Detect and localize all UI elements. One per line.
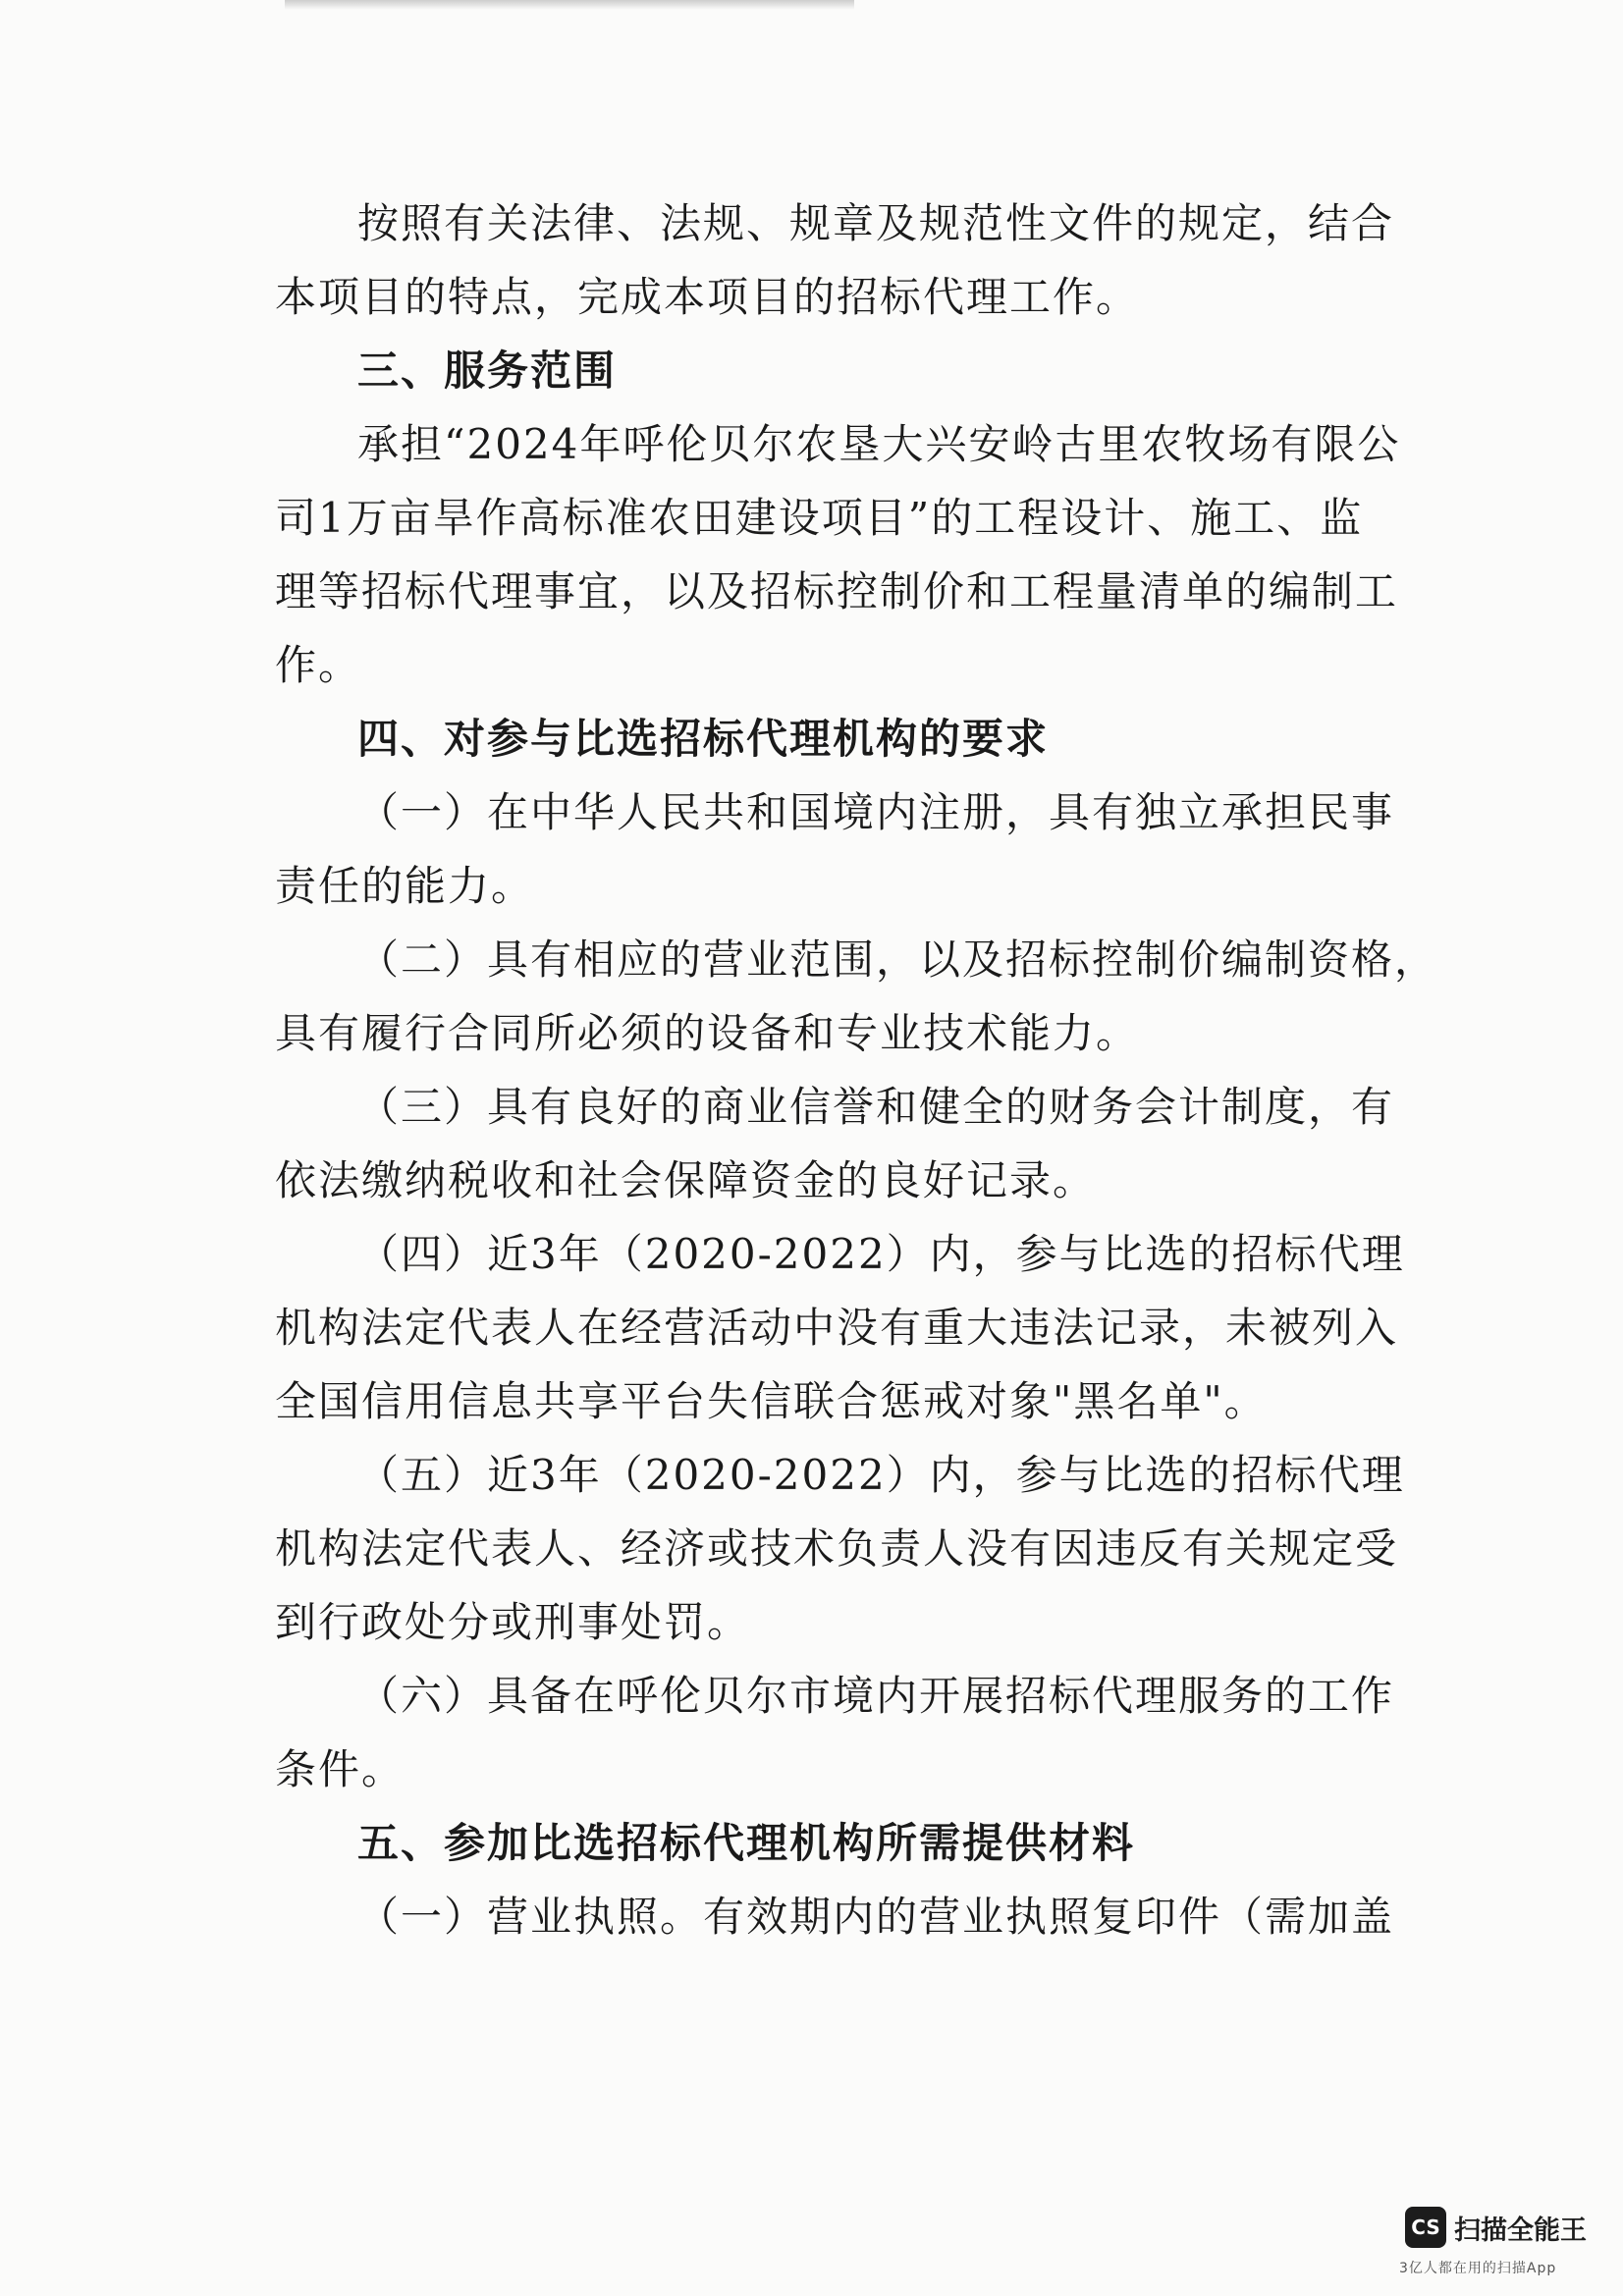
- paragraph-line: 机构法定代表人、经济或技术负责人没有因违反有关规定受: [275, 1524, 1399, 1573]
- scan-edge-shadow: [285, 0, 854, 10]
- paragraph-line: （三）具有良好的商业信誉和健全的财务会计制度，有: [357, 1083, 1395, 1131]
- watermark-app-name: 扫描全能王: [1454, 2216, 1587, 2246]
- paragraph-line: 理等招标代理事宜，以及招标控制价和工程量清单的编制工: [275, 567, 1399, 615]
- paragraph-line: 具有履行合同所必须的设备和专业技术能力。: [275, 1009, 1140, 1057]
- paragraph-line: 全国信用信息共享平台失信联合惩戒对象"黑名单"。: [275, 1377, 1268, 1425]
- paragraph-line: 司1万亩旱作高标准农田建设项目”的工程设计、施工、监: [275, 494, 1364, 542]
- paragraph-line: （四）近3年（2020-2022）内，参与比选的招标代理: [357, 1230, 1405, 1278]
- paragraph-line: 本项目的特点，完成本项目的招标代理工作。: [275, 273, 1140, 321]
- document-body: [275, 187, 1438, 1953]
- paragraph-line: （一）营业执照。有效期内的营业执照复印件（需加盖: [357, 1893, 1395, 1941]
- camscanner-logo-icon: CS: [1405, 2207, 1446, 2248]
- paragraph-line: （二）具有相应的营业范围，以及招标控制价编制资格，: [357, 935, 1438, 984]
- paragraph-line: 作。: [275, 641, 362, 689]
- watermark-tagline: 3亿人都在用的扫描App: [1399, 2261, 1557, 2276]
- paragraph-line: 责任的能力。: [275, 862, 535, 910]
- paragraph-line: （一）在中华人民共和国境内注册，具有独立承担民事: [357, 788, 1395, 836]
- paragraph-line: 按照有关法律、法规、规章及规范性文件的规定，结合: [357, 199, 1395, 247]
- section-heading: 三、服务范围: [357, 347, 618, 395]
- paragraph-line: 条件。: [275, 1745, 406, 1793]
- paragraph-line: （五）近3年（2020-2022）内，参与比选的招标代理: [357, 1451, 1405, 1499]
- paragraph-line: 到行政处分或刑事处罚。: [275, 1598, 751, 1646]
- paragraph-line: 承担“2024年呼伦贝尔农垦大兴安岭古里农牧场有限公: [357, 420, 1401, 468]
- section-heading: 四、对参与比选招标代理机构的要求: [357, 715, 1050, 763]
- paragraph-line: 依法缴纳税收和社会保障资金的良好记录。: [275, 1156, 1097, 1204]
- scanner-watermark: [1399, 2207, 1610, 2285]
- paragraph-line: 机构法定代表人在经营活动中没有重大违法记录，未被列入: [275, 1304, 1399, 1352]
- paragraph-line: （六）具备在呼伦贝尔市境内开展招标代理服务的工作: [357, 1672, 1395, 1720]
- section-heading: 五、参加比选招标代理机构所需提供材料: [357, 1819, 1136, 1867]
